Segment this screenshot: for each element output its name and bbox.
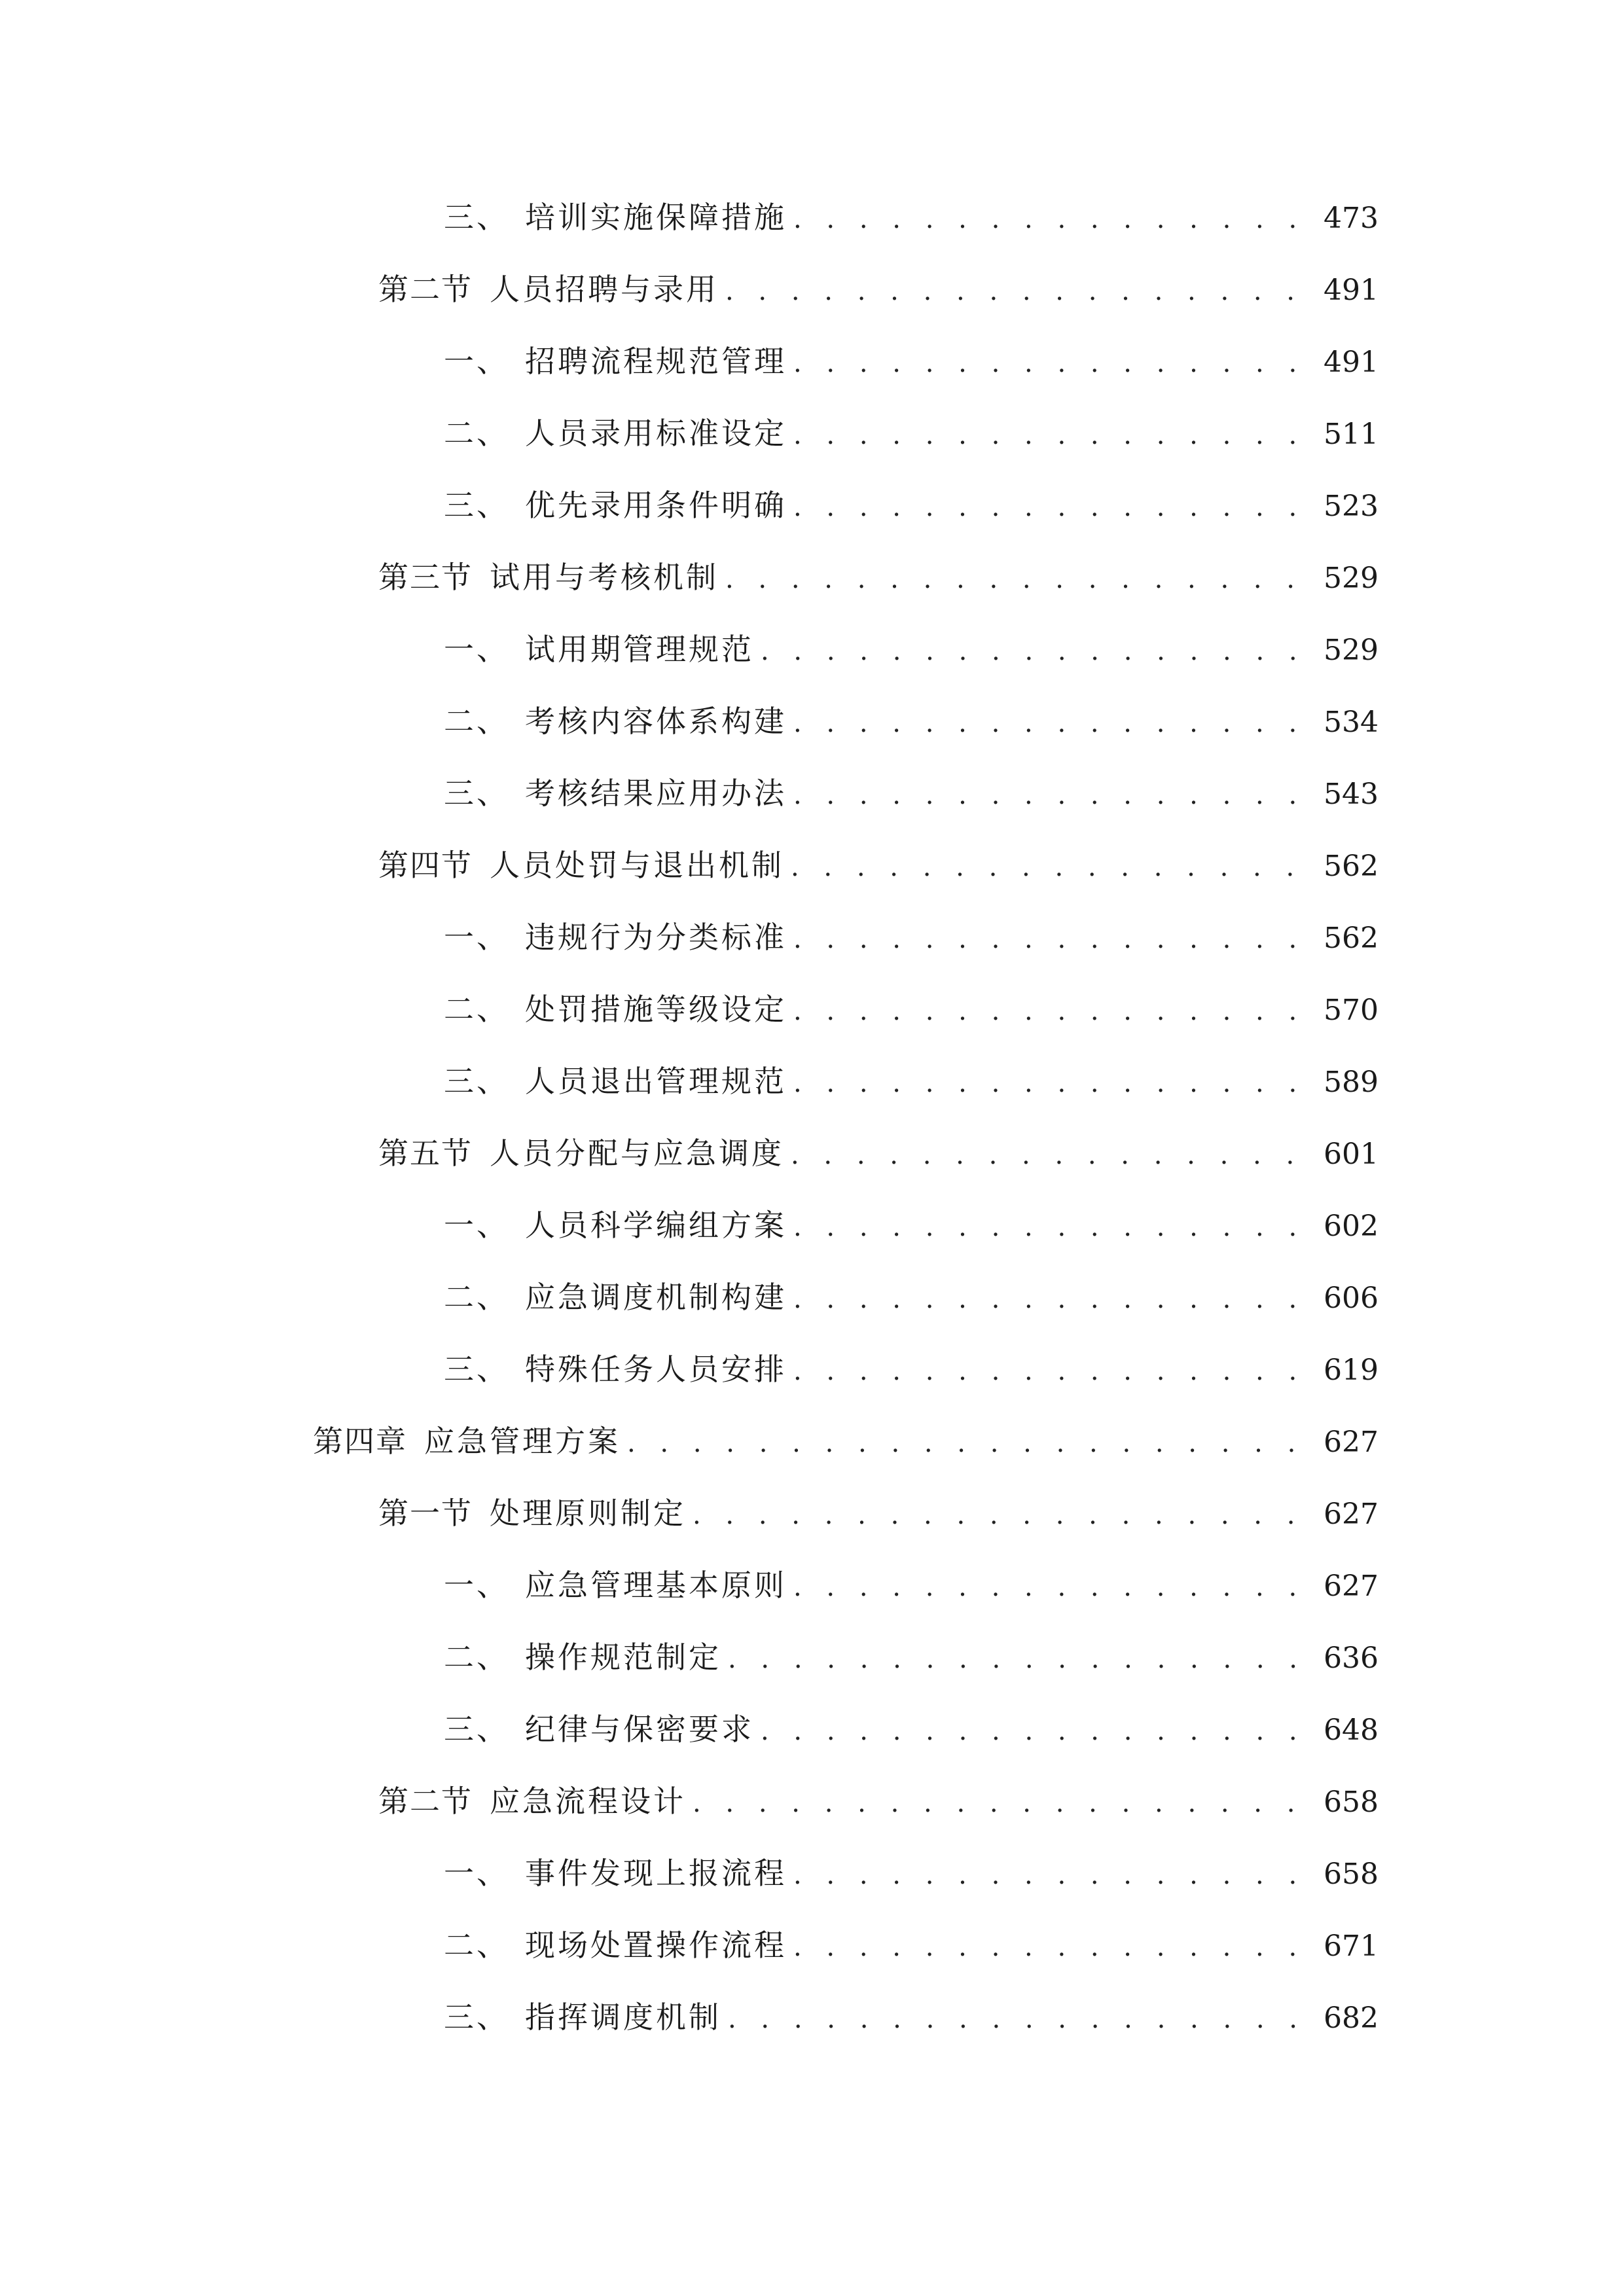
toc-entry-page: 589 bbox=[1324, 1066, 1379, 1099]
toc-entry[interactable] bbox=[313, 1415, 1379, 1467]
toc-dot-leader bbox=[793, 769, 1305, 821]
toc-entry-number: 三、 bbox=[444, 1712, 509, 1747]
toc-entry-page: 602 bbox=[1324, 1210, 1379, 1243]
toc-dot-leader bbox=[793, 1921, 1305, 1973]
toc-entry-number: 二、 bbox=[444, 704, 509, 739]
toc-dot-leader bbox=[728, 1633, 1305, 1685]
toc-entry-title: 人员录用标准设定 bbox=[525, 416, 787, 451]
toc-entry-title: 考核结果应用办法 bbox=[525, 776, 787, 811]
toc-entry-number: 三、 bbox=[444, 1352, 509, 1387]
toc-entry-page: 627 bbox=[1324, 1570, 1379, 1603]
toc-dot-leader bbox=[693, 1777, 1305, 1829]
toc-entry-title: 操作规范制定 bbox=[525, 1640, 721, 1675]
toc-entry-number: 一、 bbox=[444, 1856, 509, 1891]
toc-entry-number: 三、 bbox=[444, 1064, 509, 1099]
toc-dot-leader bbox=[725, 265, 1305, 317]
toc-dot-leader bbox=[761, 1705, 1305, 1757]
toc-dot-leader bbox=[693, 1489, 1305, 1541]
toc-entry[interactable] bbox=[378, 263, 1379, 315]
toc-entry-title: 应急调度机制构建 bbox=[525, 1280, 787, 1315]
toc-entry-title: 试用期管理规范 bbox=[525, 632, 754, 667]
toc-entry[interactable] bbox=[378, 1127, 1379, 1179]
toc-entry-number: 第二节 bbox=[378, 1784, 473, 1819]
toc-entry-page: 491 bbox=[1324, 346, 1379, 379]
toc-entry[interactable] bbox=[444, 983, 1379, 1035]
toc-entry-number: 第四章 bbox=[313, 1424, 407, 1459]
toc-entry-page: 682 bbox=[1324, 2001, 1379, 2035]
toc-entry-number: 三、 bbox=[444, 2000, 509, 2035]
toc-entry-number: 一、 bbox=[444, 920, 509, 955]
toc-dot-leader bbox=[793, 697, 1305, 749]
toc-dot-leader bbox=[761, 625, 1305, 677]
toc-entry-number: 二、 bbox=[444, 992, 509, 1027]
toc-entry[interactable] bbox=[444, 1055, 1379, 1107]
toc-dot-leader bbox=[725, 553, 1305, 605]
toc-entry-page: 606 bbox=[1324, 1282, 1379, 1315]
toc-dot-leader bbox=[793, 1273, 1305, 1325]
toc-entry-page: 529 bbox=[1324, 562, 1379, 595]
toc-entry-title: 人员处罚与退出机制 bbox=[490, 848, 784, 883]
toc-dot-leader bbox=[793, 1561, 1305, 1613]
toc-entry-title: 优先录用条件明确 bbox=[525, 488, 787, 523]
toc-entry-title: 事件发现上报流程 bbox=[525, 1856, 787, 1891]
toc-dot-leader bbox=[793, 1849, 1305, 1901]
toc-dot-leader bbox=[793, 985, 1305, 1037]
toc-entry[interactable] bbox=[378, 1487, 1379, 1539]
toc-entry-number: 二、 bbox=[444, 416, 509, 451]
toc-entry[interactable] bbox=[444, 1199, 1379, 1251]
toc-entry[interactable] bbox=[444, 1919, 1379, 1971]
toc-entry-page: 658 bbox=[1324, 1785, 1379, 1819]
toc-entry-number: 第五节 bbox=[378, 1136, 473, 1171]
toc-entry[interactable] bbox=[378, 551, 1379, 603]
toc-dot-leader bbox=[793, 913, 1305, 965]
toc-dot-leader bbox=[793, 409, 1305, 461]
toc-entry-number: 三、 bbox=[444, 776, 509, 811]
toc-entry[interactable] bbox=[444, 1703, 1379, 1755]
toc-entry[interactable] bbox=[378, 1775, 1379, 1827]
toc-entry-number: 三、 bbox=[444, 488, 509, 523]
toc-entry-title: 招聘流程规范管理 bbox=[525, 344, 787, 379]
toc-entry-title: 指挥调度机制 bbox=[525, 2000, 721, 2035]
toc-entry-title: 人员退出管理规范 bbox=[525, 1064, 787, 1099]
toc-entry[interactable] bbox=[444, 767, 1379, 819]
toc-entry-title: 考核内容体系构建 bbox=[525, 704, 787, 739]
toc-entry-page: 534 bbox=[1324, 706, 1379, 739]
toc-entry-page: 543 bbox=[1324, 778, 1379, 811]
toc-entry-title: 试用与考核机制 bbox=[490, 560, 719, 595]
toc-entry-number: 一、 bbox=[444, 1568, 509, 1603]
toc-entry-number: 一、 bbox=[444, 1208, 509, 1243]
toc-entry-number: 三、 bbox=[444, 200, 509, 235]
toc-entry[interactable] bbox=[444, 1271, 1379, 1323]
toc-entry-number: 第四节 bbox=[378, 848, 473, 883]
toc-entry[interactable] bbox=[444, 1991, 1379, 2043]
toc-entry-title: 处罚措施等级设定 bbox=[525, 992, 787, 1027]
toc-entry-title: 应急管理基本原则 bbox=[525, 1568, 787, 1603]
toc-entry-page: 570 bbox=[1324, 994, 1379, 1027]
toc-entry[interactable] bbox=[444, 1847, 1379, 1899]
toc-entry-title: 处理原则制定 bbox=[490, 1496, 686, 1531]
toc-entry-page: 529 bbox=[1324, 634, 1379, 667]
toc-entry-page: 636 bbox=[1324, 1641, 1379, 1675]
toc-entry[interactable] bbox=[444, 335, 1379, 387]
toc-entry-title: 人员分配与应急调度 bbox=[490, 1136, 784, 1171]
toc-entry-title: 培训实施保障措施 bbox=[525, 200, 787, 235]
toc-entry[interactable] bbox=[444, 911, 1379, 963]
toc-dot-leader bbox=[627, 1417, 1305, 1469]
toc-entry-title: 现场处置操作流程 bbox=[525, 1928, 787, 1963]
toc-dot-leader bbox=[793, 1057, 1305, 1109]
toc-entry[interactable] bbox=[444, 1343, 1379, 1395]
toc-entry-number: 二、 bbox=[444, 1640, 509, 1675]
toc-entry-title: 纪律与保密要求 bbox=[525, 1712, 754, 1747]
toc-entry-page: 658 bbox=[1324, 1857, 1379, 1891]
toc-entry-page: 619 bbox=[1324, 1354, 1379, 1387]
toc-entry-title: 特殊任务人员安排 bbox=[525, 1352, 787, 1387]
toc-entry-page: 473 bbox=[1324, 202, 1379, 235]
toc-entry-page: 511 bbox=[1324, 418, 1379, 451]
toc-dot-leader bbox=[793, 193, 1305, 245]
toc-dot-leader bbox=[728, 1993, 1305, 2045]
toc-entry-page: 648 bbox=[1324, 1713, 1379, 1747]
toc-entry-number: 第一节 bbox=[378, 1496, 473, 1531]
toc-entry-number: 第二节 bbox=[378, 272, 473, 307]
toc-entry[interactable] bbox=[444, 407, 1379, 459]
toc-dot-leader bbox=[793, 481, 1305, 533]
toc-entry[interactable] bbox=[378, 839, 1379, 891]
toc-dot-leader bbox=[791, 1129, 1305, 1181]
toc-entry[interactable] bbox=[444, 695, 1379, 747]
toc-entry-title: 应急流程设计 bbox=[490, 1784, 686, 1819]
toc-entry-page: 671 bbox=[1324, 1929, 1379, 1963]
toc-entry-number: 一、 bbox=[444, 344, 509, 379]
toc-entry-title: 违规行为分类标准 bbox=[525, 920, 787, 955]
toc-dot-leader bbox=[793, 337, 1305, 389]
toc-entry[interactable] bbox=[444, 191, 1379, 243]
toc-entry[interactable] bbox=[444, 479, 1379, 531]
toc-dot-leader bbox=[793, 1201, 1305, 1253]
toc-entry-title: 应急管理方案 bbox=[424, 1424, 621, 1459]
toc-entry-number: 二、 bbox=[444, 1280, 509, 1315]
toc-entry-title: 人员科学编组方案 bbox=[525, 1208, 787, 1243]
toc-entry-page: 562 bbox=[1324, 850, 1379, 883]
toc-dot-leader bbox=[791, 841, 1305, 893]
toc-entry[interactable] bbox=[444, 1631, 1379, 1683]
toc-entry[interactable] bbox=[444, 623, 1379, 675]
toc-entry-page: 491 bbox=[1324, 274, 1379, 307]
toc-entry-page: 627 bbox=[1324, 1498, 1379, 1531]
toc-entry-title: 人员招聘与录用 bbox=[490, 272, 719, 307]
toc-entry-number: 二、 bbox=[444, 1928, 509, 1963]
toc-entry[interactable] bbox=[444, 1559, 1379, 1611]
toc-entry-page: 523 bbox=[1324, 490, 1379, 523]
toc-dot-leader bbox=[793, 1345, 1305, 1397]
toc-entry-page: 562 bbox=[1324, 922, 1379, 955]
toc-entry-number: 第三节 bbox=[378, 560, 473, 595]
toc-entry-number: 一、 bbox=[444, 632, 509, 667]
toc-entry-page: 601 bbox=[1324, 1138, 1379, 1171]
toc-entry-page: 627 bbox=[1324, 1426, 1379, 1459]
